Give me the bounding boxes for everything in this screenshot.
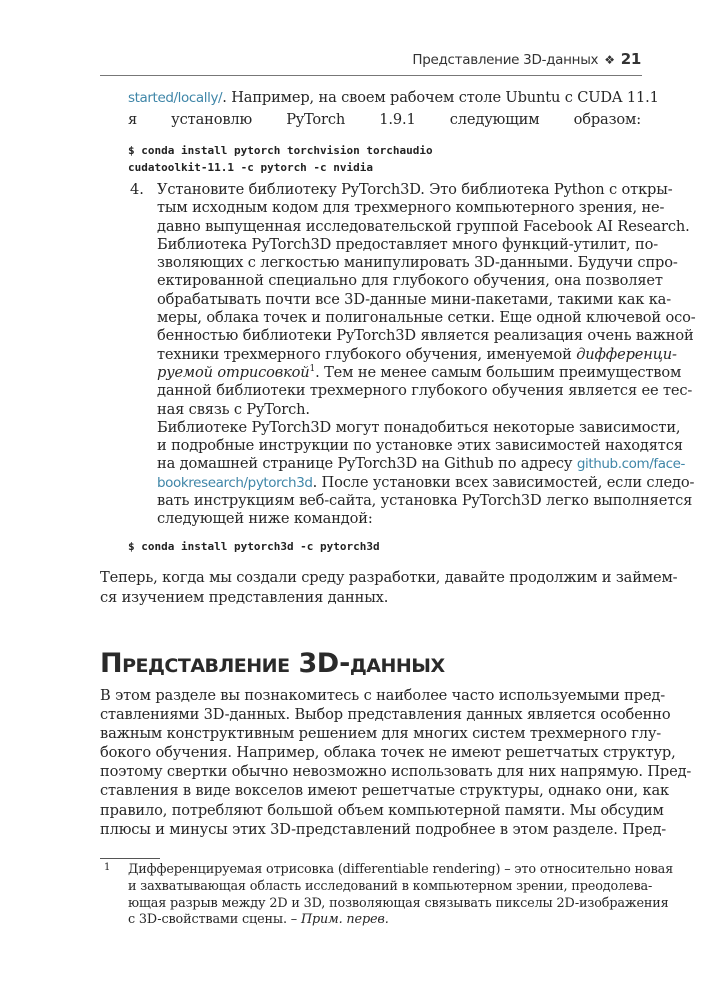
text-span: давно выпущенная исследовательской группой Facebook AI Research. <box>157 217 690 235</box>
code-block-install-pytorch3d <box>128 538 380 555</box>
text-span: . Тем не менее самым большим преимуществом <box>315 363 682 381</box>
text-line <box>157 455 686 473</box>
text-span: дифференци- <box>576 345 677 363</box>
text-span: Дифференцируемая отрисовка (differentiable rendering) – это относительно новая <box>128 862 674 877</box>
text-span: на домашней странице PyTorch3D на Github по адресу <box>157 455 577 473</box>
text-line <box>100 743 676 762</box>
text-span: бенностью библиотеки PyTorch3D является реализация очень важной <box>157 327 694 345</box>
text-span: обрабатывать почти все 3D-данные мини-пакетами, такими как ка- <box>157 290 672 308</box>
text-line <box>100 568 678 588</box>
text-line <box>157 510 641 528</box>
url-link[interactable]: bookresearch/pytorch3d <box>157 474 313 491</box>
text-line <box>157 382 693 400</box>
page-number: 21 <box>620 50 641 68</box>
text-span: я установлю PyTorch 1.9.1 следующим образом: <box>128 111 641 128</box>
text-line <box>157 181 673 199</box>
text-line <box>157 309 696 327</box>
text-line <box>128 109 641 130</box>
text-span: плюсы и минусы этих 3D-представлений подробнее в этом разделе. Пред- <box>100 820 667 838</box>
text-line <box>157 217 690 236</box>
text-line <box>100 762 692 781</box>
text-span: и подробные инструкции по установке этих зависимостей находятся <box>157 437 683 455</box>
text-span: техники трехмерного глубокого обучения, именуемой <box>157 345 577 363</box>
text-span: ставлениями 3D-данных. Выбор представления данных является особенно <box>100 706 671 724</box>
code-line: cudatoolkit-11.1 -c pytorch -c nvidia <box>128 161 374 174</box>
text-line <box>128 912 641 929</box>
text-line <box>157 327 694 345</box>
text-span: бокого обучения. Например, облака точек не имеют решетчатых структур, <box>100 744 676 762</box>
text-line <box>100 801 664 820</box>
running-header-title: Представление 3D-данных <box>412 52 599 68</box>
text-line <box>157 363 682 382</box>
text-line <box>100 781 670 800</box>
text-span: . Например, на своем рабочем столе Ubuntu с CUDA 11.1 <box>222 89 659 106</box>
text-line <box>157 254 678 272</box>
header-rule <box>100 75 642 76</box>
text-span: поэтому свертки обычно невозможно использовать для них напрямую. Пред- <box>100 763 692 781</box>
text-span: Установите библиотеку PyTorch3D. Это библиотека Python с откры- <box>157 181 673 198</box>
text-line <box>157 345 677 364</box>
footnote-ref[interactable]: 1 <box>309 364 316 375</box>
footnote-number: 1 <box>104 862 111 873</box>
text-span: вать инструкциям веб-сайта, установка PyTorch3D легко выполняется <box>157 492 693 510</box>
text-span: ся изучением представления данных. <box>100 589 389 606</box>
text-line <box>100 588 641 608</box>
text-line <box>100 705 671 724</box>
section-heading: Представление 3D-данных <box>100 648 445 679</box>
footnote-rule <box>100 858 160 859</box>
text-span: Библиотека PyTorch3D предоставляет много функций-утилит, по- <box>157 235 659 253</box>
text-line <box>157 272 663 290</box>
text-line <box>157 235 659 254</box>
text-line <box>157 401 641 419</box>
text-span: Теперь, когда мы создали среду разработки, давайте продолжим и займем- <box>100 569 678 586</box>
text-line <box>157 290 672 309</box>
code-line: $ conda install pytorch torchvision torchaudio <box>128 144 433 157</box>
ornament-icon: ❖ <box>604 53 615 67</box>
text-span: данной библиотеки трехмерного глубокого обучения является ее тес- <box>157 382 693 400</box>
text-line <box>128 878 653 896</box>
text-span: ющая разрыв между 2D и 3D, позволяющая связывать пикселы 2D-изображения <box>128 895 669 911</box>
text-line <box>128 895 669 913</box>
url-link[interactable]: github.com/face- <box>576 456 686 473</box>
text-line <box>157 492 693 510</box>
continuation-paragraph <box>128 87 659 130</box>
url-link[interactable]: started/locally/ <box>128 90 223 106</box>
text-line <box>100 820 667 839</box>
text-span: ная связь с PyTorch. <box>157 400 310 418</box>
text-line <box>157 473 695 492</box>
running-header <box>412 50 641 68</box>
code-block-install-pytorch <box>128 142 433 176</box>
list-marker: 4. <box>130 181 144 198</box>
text-span: с 3D-свойствами сцены. – <box>128 912 301 928</box>
footnote <box>128 862 674 929</box>
text-span: Библиотеке PyTorch3D могут понадобиться некоторые зависимости, <box>157 418 681 436</box>
text-line <box>157 437 683 455</box>
text-line <box>128 862 674 879</box>
text-span: следующей ниже командой: <box>157 510 373 528</box>
text-span: руемой отрисовкой <box>157 363 310 381</box>
text-span: важным конструктивным решением для многих систем трехмерного глу- <box>100 725 662 743</box>
list-item-install-pytorch3d <box>157 181 696 529</box>
text-span: Прим. перев. <box>300 912 389 928</box>
code-line: $ conda install pytorch3d -c pytorch3d <box>128 540 380 553</box>
text-span: правило, потребляют большой объем компьютерной памяти. Мы обсудим <box>100 801 664 819</box>
text-span: меры, облака точек и полигональные сетки. Еще одной ключевой осо- <box>157 309 696 327</box>
text-span: ектированной специально для глубокого обучения, она позволяет <box>157 272 663 290</box>
text-line <box>100 686 666 705</box>
text-line <box>157 418 681 437</box>
text-span: тым исходным кодом для трехмерного компьютерного зрения, не- <box>157 199 665 217</box>
text-line <box>128 87 659 109</box>
text-span: и захватывающая область исследований в компьютерном зрении, преодолева- <box>128 878 653 894</box>
text-line <box>100 724 662 743</box>
text-span: В этом разделе вы познакомитесь с наиболее часто используемыми пред- <box>100 687 666 704</box>
transition-paragraph <box>100 568 678 608</box>
text-line <box>157 199 665 217</box>
section-paragraph <box>100 686 692 839</box>
text-span: ставления в виде вокселов имеют решетчатые структуры, однако они, как <box>100 782 670 800</box>
text-span: . После установки всех зависимостей, если следо- <box>312 473 695 491</box>
text-span: зволяющих с легкостью манипулировать 3D-данными. Будучи спро- <box>157 254 678 272</box>
